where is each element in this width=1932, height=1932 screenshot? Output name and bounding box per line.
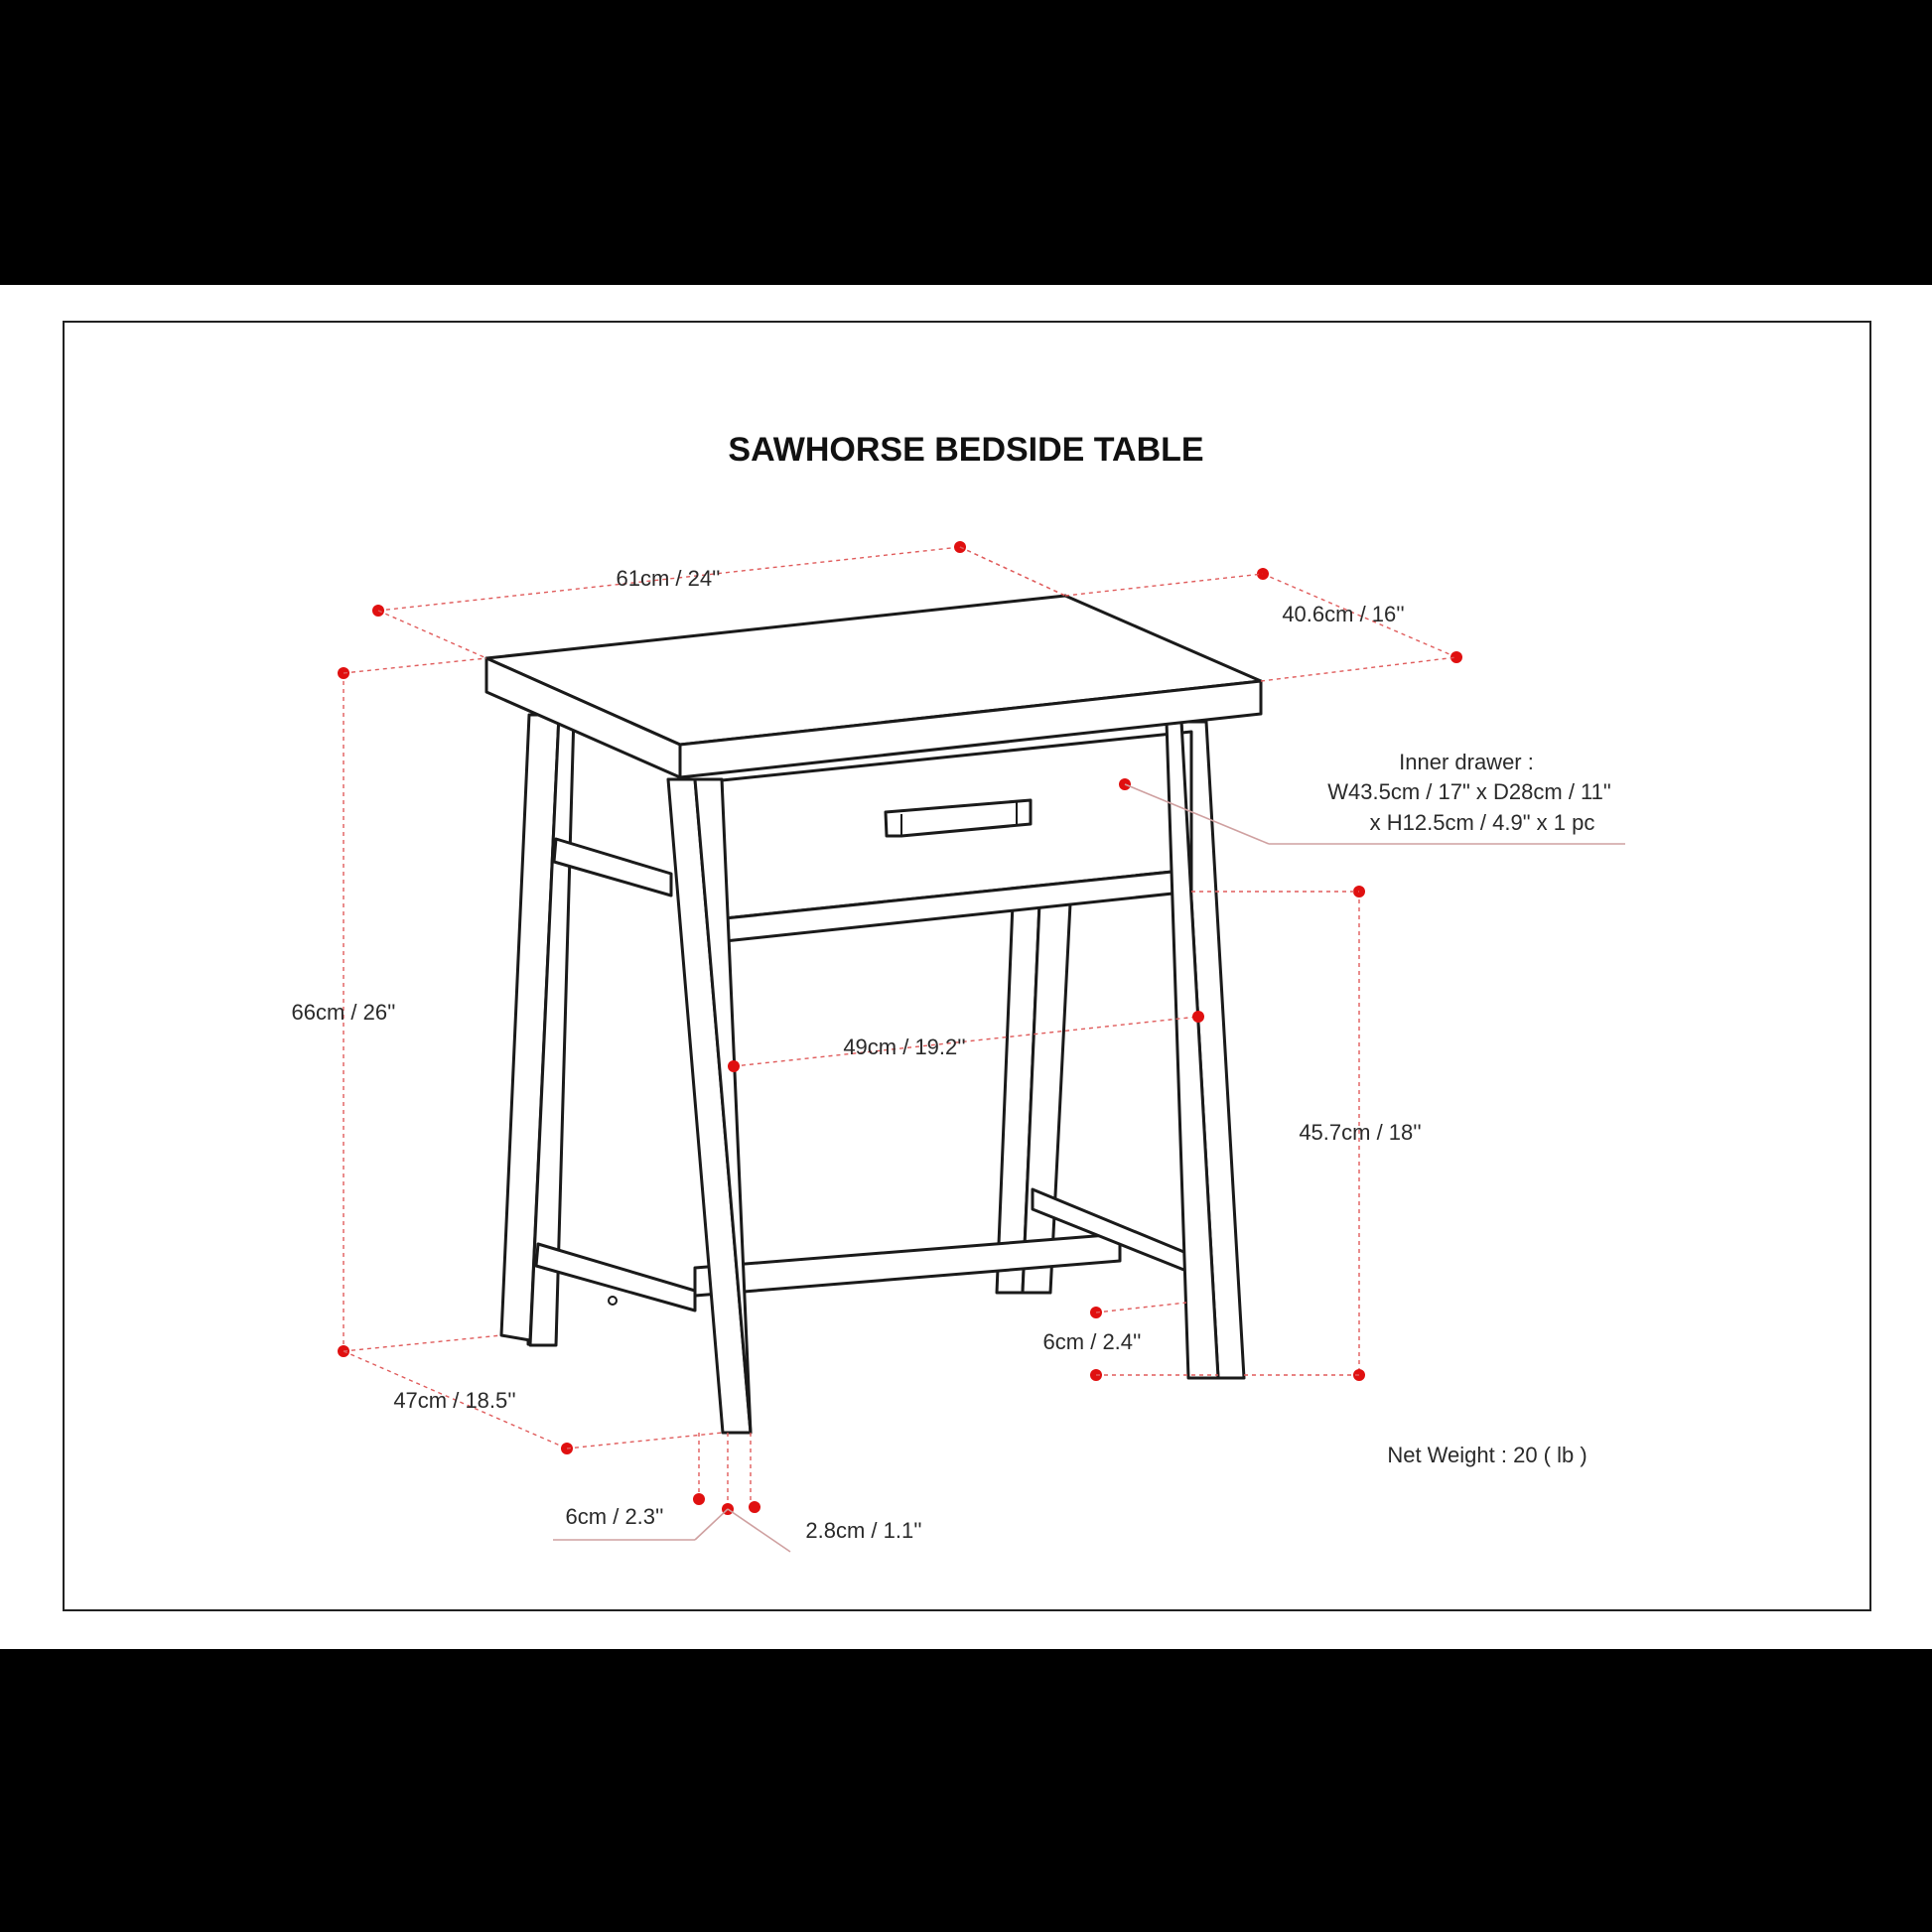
width-label: 61cm / 24'' — [616, 566, 721, 591]
inner-drawer-heading: Inner drawer : — [1399, 750, 1534, 774]
depth-label: 40.6cm / 16'' — [1282, 602, 1405, 626]
sheet-border — [64, 322, 1870, 1610]
screw-hole-icon — [609, 1297, 617, 1305]
inner-width-label: 49cm / 19.2'' — [843, 1035, 966, 1059]
lower-stretcher — [695, 1234, 1120, 1296]
net-weight-label: Net Weight : 20 ( lb ) — [1387, 1443, 1587, 1467]
leg-span-label: 47cm / 18.5'' — [393, 1388, 516, 1413]
clearance-height-label: 45.7cm / 18'' — [1299, 1120, 1422, 1145]
inner-drawer-dims-1: W43.5cm / 17" x D28cm / 11" — [1327, 779, 1611, 804]
page-title: SAWHORSE BEDSIDE TABLE — [728, 431, 1204, 469]
leg-thickness-label: 2.8cm / 1.1'' — [805, 1518, 922, 1543]
height-label: 66cm / 26'' — [291, 1000, 396, 1025]
inner-drawer-note — [1327, 750, 1610, 835]
leg-width-side-label: 6cm / 2.4'' — [1042, 1329, 1142, 1354]
inner-drawer-dims-2: x H12.5cm / 4.9" x 1 pc — [1369, 810, 1595, 835]
left-upper-rail — [554, 839, 671, 896]
leg-width-front-label: 6cm / 2.3'' — [565, 1504, 664, 1529]
